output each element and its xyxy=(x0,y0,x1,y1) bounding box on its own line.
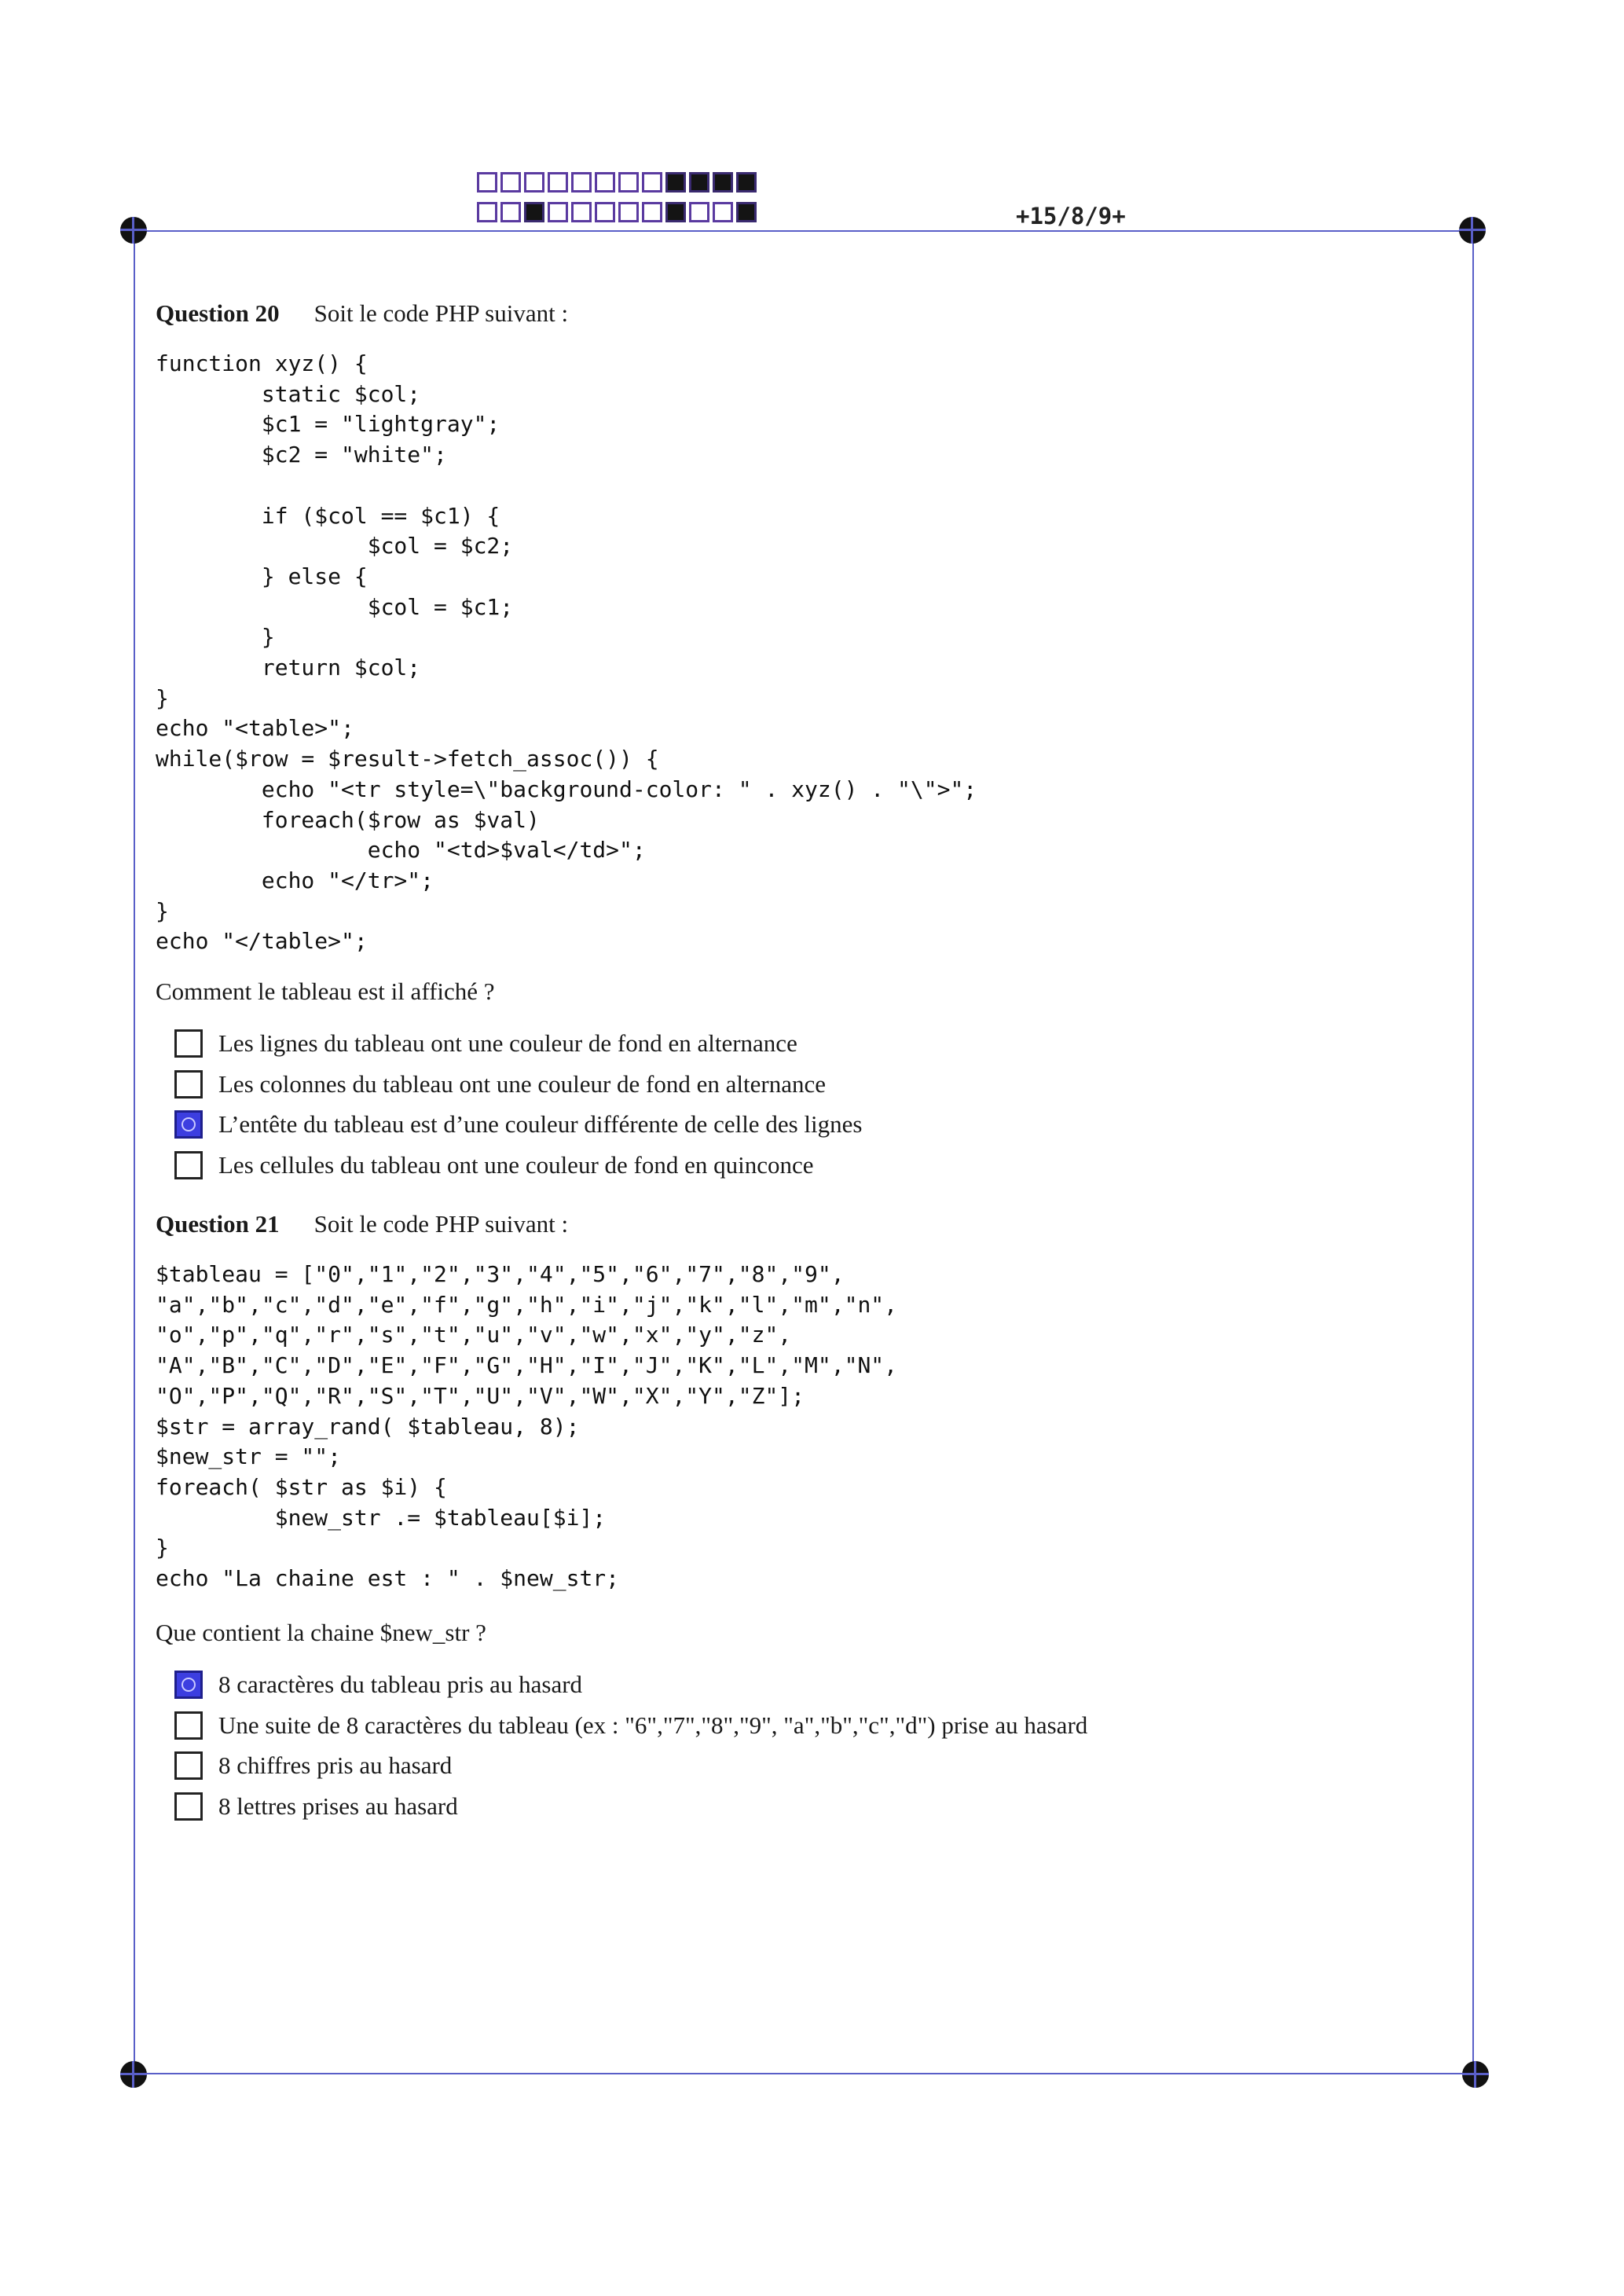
answer-option[interactable] xyxy=(174,1745,1087,1786)
answer-option[interactable] xyxy=(174,1705,1087,1746)
question-21-answers xyxy=(174,1664,1087,1827)
answer-option[interactable] xyxy=(174,1145,862,1186)
question-21-title xyxy=(156,1210,568,1238)
question-number: Question 20 xyxy=(156,299,280,327)
barcode-cell xyxy=(524,172,544,193)
answer-label: L’entête du tableau est d’une couleur différente de celle des lignes xyxy=(218,1110,863,1139)
answer-option[interactable] xyxy=(174,1104,862,1145)
barcode-cell xyxy=(548,202,568,222)
answer-checkbox[interactable] xyxy=(174,1671,203,1699)
corner-mark-top-left xyxy=(120,217,147,244)
barcode-cell xyxy=(548,172,568,193)
barcode-row-1 xyxy=(477,172,760,193)
page-id: +15/8/9+ xyxy=(1016,203,1126,229)
answer-checkbox[interactable] xyxy=(174,1029,203,1058)
barcode-row-2 xyxy=(477,202,760,222)
answer-label: 8 lettres prises au hasard xyxy=(218,1792,458,1820)
answer-label: Les cellules du tableau ont une couleur de fond en quinconce xyxy=(218,1150,814,1179)
barcode-cell xyxy=(689,172,709,193)
question-number: Question 21 xyxy=(156,1210,280,1238)
answer-label: Les lignes du tableau ont une couleur de fond en alternance xyxy=(218,1029,797,1057)
barcode-cell xyxy=(689,202,709,222)
barcode-cell xyxy=(500,172,521,193)
barcode-cell xyxy=(477,172,497,193)
barcode-cell xyxy=(618,172,639,193)
answer-checkbox[interactable] xyxy=(174,1751,203,1780)
answer-option[interactable] xyxy=(174,1064,862,1105)
answer-option[interactable] xyxy=(174,1023,862,1064)
answer-label: Les colonnes du tableau ont une couleur de fond en alternance xyxy=(218,1069,826,1098)
barcode-cell xyxy=(500,202,521,222)
answer-label: 8 caractères du tableau pris au hasard xyxy=(218,1670,583,1698)
question-20-answers xyxy=(174,1023,862,1186)
answer-option[interactable] xyxy=(174,1664,1087,1705)
question-intro: Soit le code PHP suivant : xyxy=(313,299,569,327)
barcode-cell xyxy=(571,202,592,222)
barcode-cell xyxy=(665,172,686,193)
answer-checkbox[interactable] xyxy=(174,1070,203,1098)
question-intro: Soit le code PHP suivant : xyxy=(313,1210,569,1238)
barcode-cell xyxy=(595,202,615,222)
barcode-cell xyxy=(642,202,662,222)
answer-label: Une suite de 8 caractères du tableau (ex : "6","7","8","9", "a","b","c","d") prise au hasard xyxy=(218,1711,1088,1739)
question-20-prompt: Comment le tableau est il affiché ? xyxy=(156,977,495,1005)
barcode-cell xyxy=(642,172,662,193)
question-21-code: $tableau = ["0","1","2","3","4","5","6","7","8","9", "a","b","c","d","e","f","g","h","i","j","k","l","m","n", "o","p","q","r","s","t","u","v","w","x","y","z", "A","B","C","D","E","F","G","H","I","J","K","L","M","N", "O","P","Q","R","S","T","U","V","W","X","Y","Z"]; $str = array_rand( $tableau, 8); $new_str = ""; foreach( $str as $i) { $new_str .= $tableau[$i]; } echo "La chaine est : " . $new_str; xyxy=(156,1261,898,1592)
barcode-cell xyxy=(713,202,733,222)
barcode-cell xyxy=(736,202,757,222)
corner-mark-bottom-left xyxy=(120,2061,147,2088)
barcode-cell xyxy=(571,172,592,193)
barcode-cell xyxy=(595,172,615,193)
question-20-title xyxy=(156,299,568,328)
answer-checkbox[interactable] xyxy=(174,1792,203,1821)
answer-label: 8 chiffres pris au hasard xyxy=(218,1751,453,1780)
answer-checkbox[interactable] xyxy=(174,1711,203,1740)
answer-checkbox[interactable] xyxy=(174,1110,203,1139)
barcode-cell xyxy=(477,202,497,222)
barcode-cell xyxy=(618,202,639,222)
barcode-cell xyxy=(665,202,686,222)
answer-option[interactable] xyxy=(174,1786,1087,1827)
corner-mark-bottom-right xyxy=(1462,2061,1489,2088)
question-20-code: function xyz() { static $col; $c1 = "lightgray"; $c2 = "white"; if ($col == $c1) { $col = $c2; } else { $col = $c1; } return $col; } echo "<table>"; while($row = $result->fetch_assoc()) { echo "<tr style=\"background-color: " . xyz() . "\">"; foreach($row as $val) echo "<td>$val</td>"; echo "</tr>"; } echo "</table>"; xyxy=(156,350,977,955)
question-21-prompt: Que contient la chaine $new_str ? xyxy=(156,1619,486,1646)
barcode-cell xyxy=(736,172,757,193)
barcode-cell xyxy=(713,172,733,193)
corner-mark-top-right xyxy=(1459,217,1486,244)
barcode-cell xyxy=(524,202,544,222)
answer-checkbox[interactable] xyxy=(174,1151,203,1179)
